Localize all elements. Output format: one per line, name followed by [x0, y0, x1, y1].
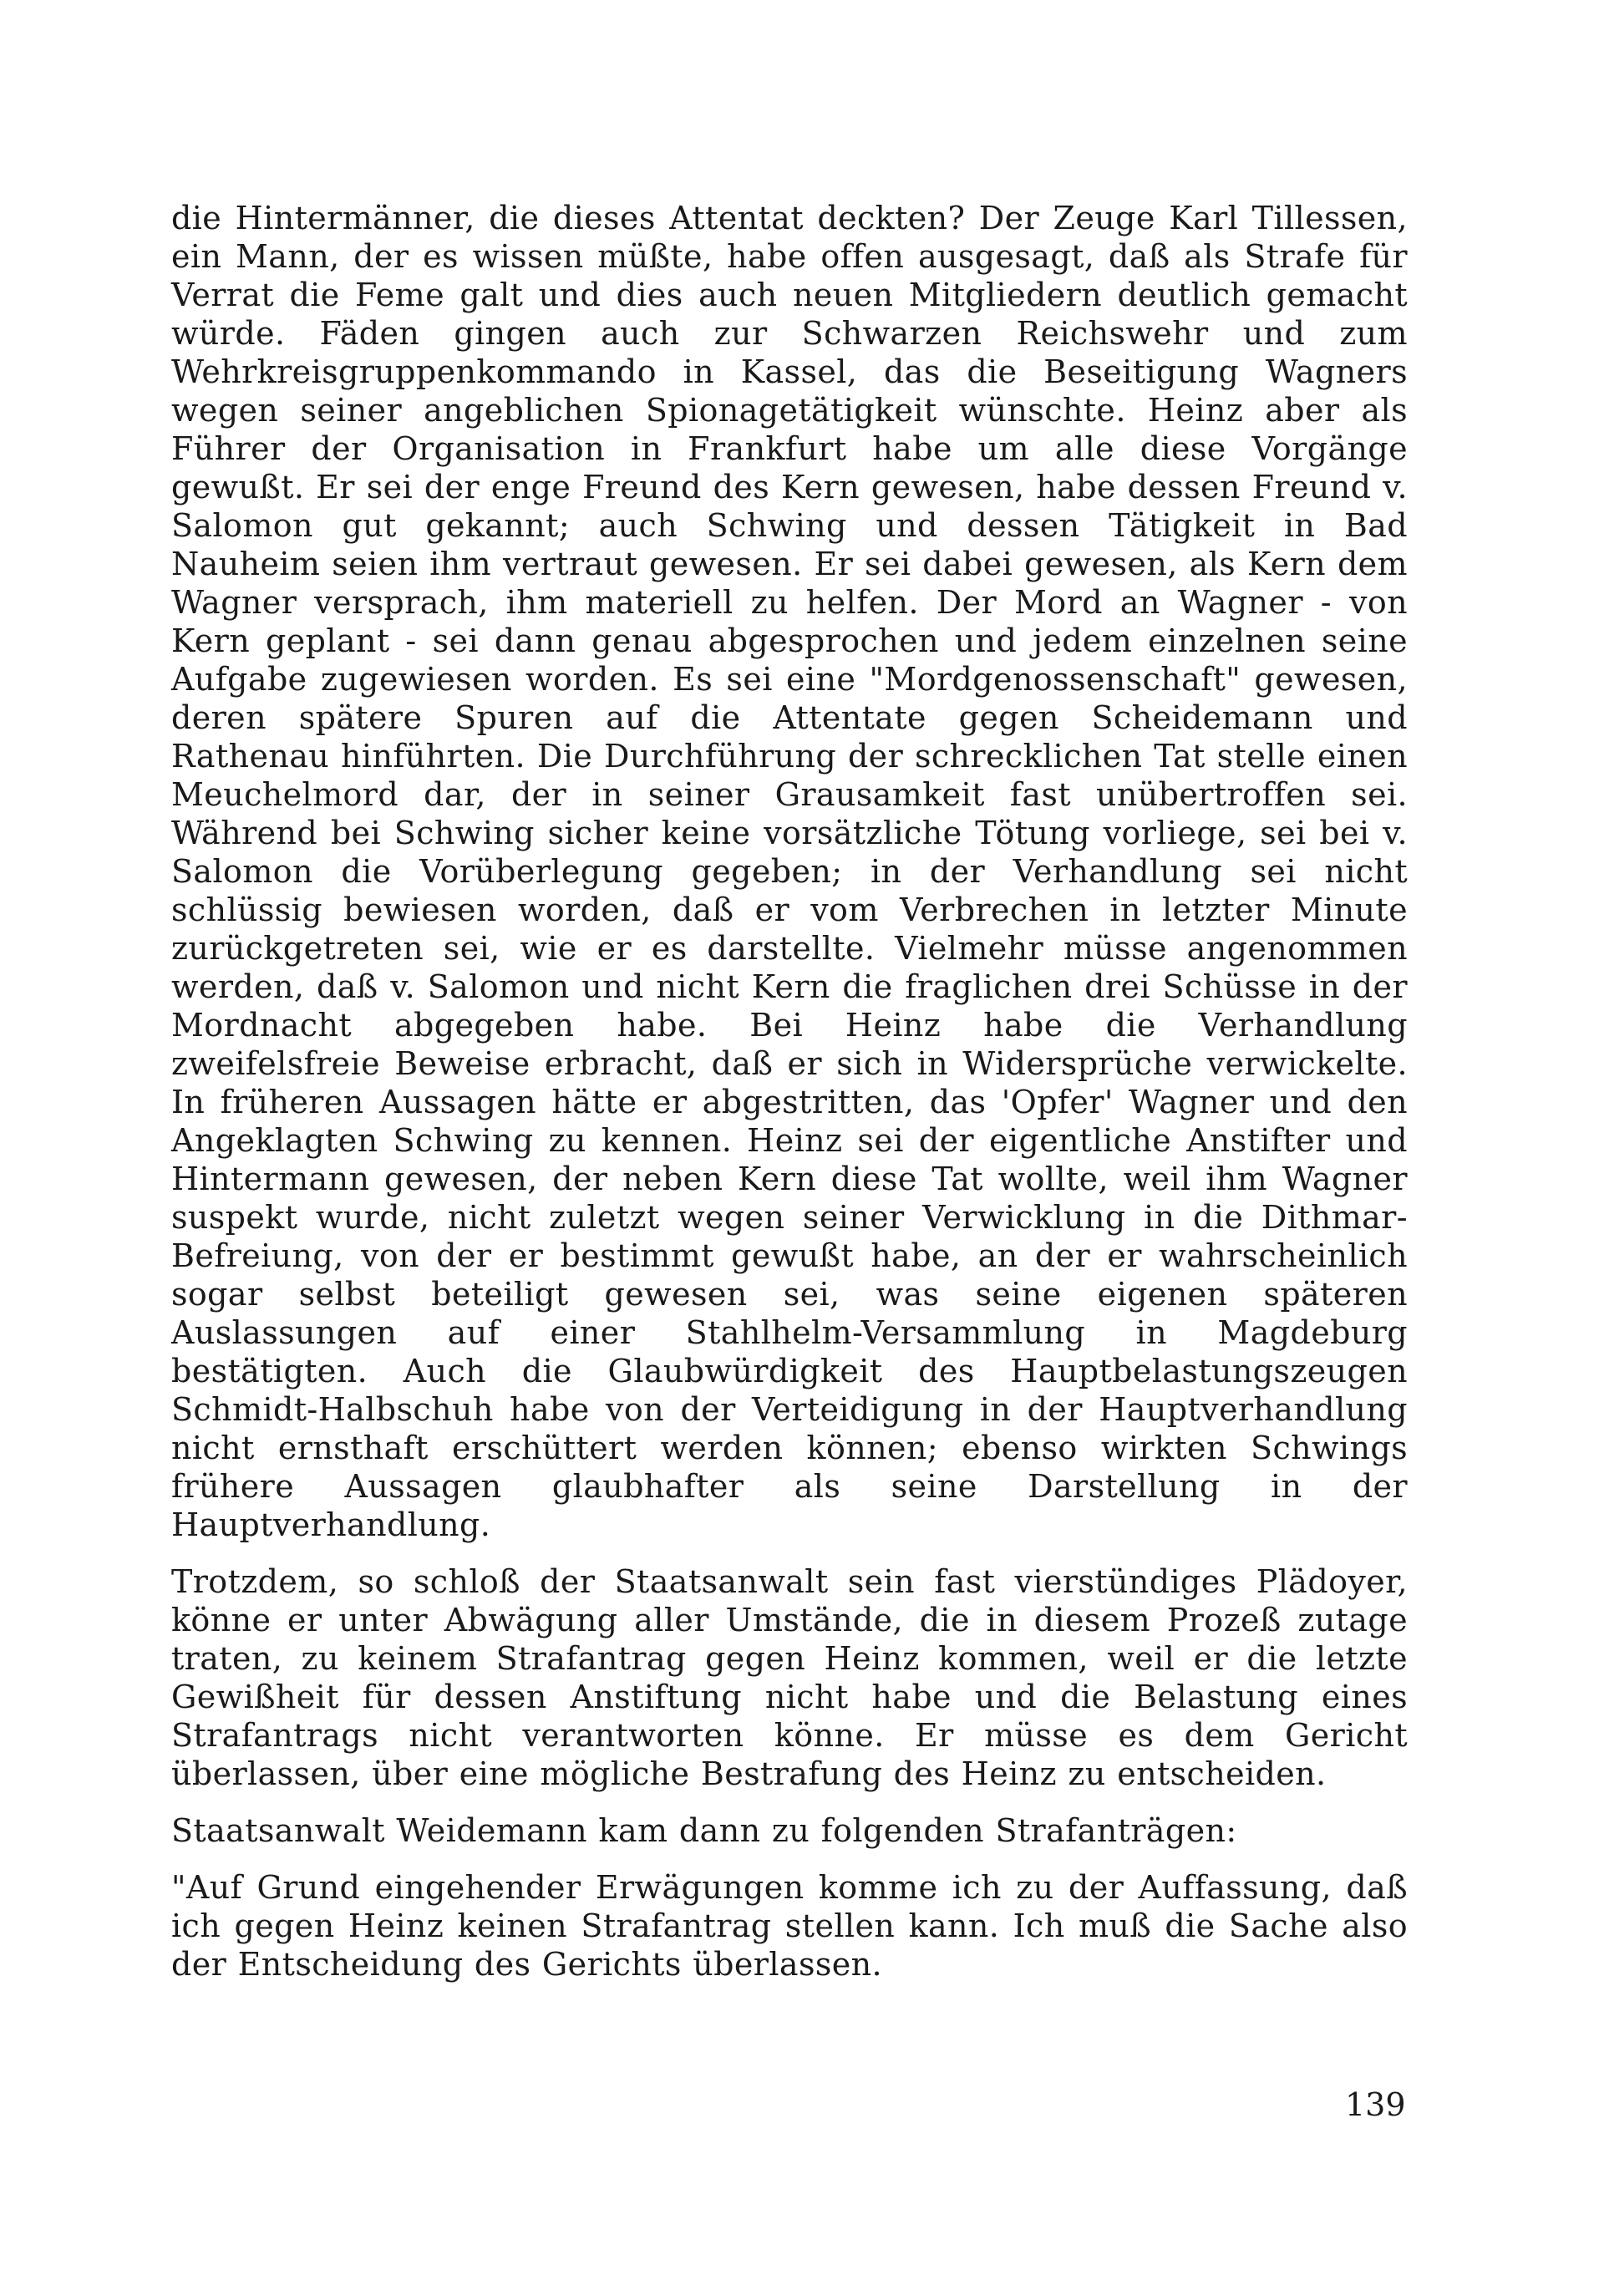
paragraph-2: Trotzdem, so schloß der Staatsanwalt sein fast vierstündiges Plädoyer, könne er unter Abwägung aller Umstände, die in diesem Prozeß zutage traten, zu keinem Strafantrag gegen Heinz kommen, weil er die letzte Gewißheit für dessen Anstiftung nicht habe und die Belastung eines Strafantrags nicht verantworten könne. Er müsse es dem Gericht überlassen, über eine mögliche Bestrafung des Heinz zu entscheiden.: [171, 1563, 1408, 1792]
paragraph-4: "Auf Grund eingehender Erwägungen komme ich zu der Auffassung, daß ich gegen Heinz keinen Strafantrag stellen kann. Ich muß die Sache also der Entscheidung des Gerichts überlassen.: [171, 1869, 1408, 1983]
body-text: [171, 199, 1408, 2002]
page-number: 139: [1345, 2086, 1406, 2123]
paragraph-3: Staatsanwalt Weidemann kam dann zu folgenden Strafanträgen:: [171, 1812, 1237, 1849]
paragraph-1: die Hintermänner, die dieses Attentat deckten? Der Zeuge Karl Tillessen, ein Mann, der es wissen müßte, habe offen ausgesagt, daß als Strafe für Verrat die Feme galt und dies auch neuen Mitgliedern deutlich gemacht würde. Fäden gingen auch zur Schwarzen Reichswehr und zum Wehrkreisgruppenkommando in Kassel, das die Beseitigung Wagners wegen seiner angeblichen Spionagetätigkeit wünschte. Heinz aber als Führer der Organisation in Frankfurt habe um alle diese Vorgänge gewußt. Er sei der enge Freund des Kern gewesen, habe dessen Freund v. Salomon gut gekannt; auch Schwing und dessen Tätigkeit in Bad Nauheim seien ihm vertraut gewesen. Er sei dabei gewesen, als Kern dem Wagner versprach, ihm materiell zu helfen. Der Mord an Wagner - von Kern geplant - sei dann genau abgesprochen und jedem einzelnen seine Aufgabe zugewiesen worden. Es sei eine "Mordgenossenschaft" gewesen, deren spätere Spuren auf die Attentate gegen Scheidemann und Rathenau hinführten. Die Durchführung der schrecklichen Tat stelle einen Meuchelmord dar, der in seiner Grausamkeit fast unübertroffen sei. Während bei Schwing sicher keine vorsätzliche Tötung vorliege, sei bei v. Salomon die Vorüberlegung gegeben; in der Verhandlung sei nicht schlüssig bewiesen worden, daß er vom Verbrechen in letzter Minute zurückgetreten sei, wie er es darstellte. Vielmehr müsse angenommen werden, daß v. Salomon und nicht Kern die fraglichen drei Schüsse in der Mordnacht abgegeben habe. Bei Heinz habe die Verhandlung zweifelsfreie Beweise erbracht, daß er sich in Widersprüche verwickelte. In früheren Aussagen hätte er abgestritten, das 'Opfer' Wagner und den Angeklagten Schwing zu kennen. Heinz sei der eigentliche Anstifter und Hintermann gewesen, der neben Kern diese Tat wollte, weil ihm Wagner suspekt wurde, nicht zuletzt wegen seiner Verwicklung in die Dithmar-Befreiung, von der er bestimmt gewußt habe, an der er wahrscheinlich sogar selbst beteiligt gewesen sei, was seine eigenen späteren Auslassungen auf einer Stahlhelm-Versammlung in Magdeburg bestätigten. Auch die Glaubwürdigkeit des Hauptbelastungszeugen Schmidt-Halbschuh habe von der Verteidigung in der Hauptverhandlung nicht ernsthaft erschüttert werden können; ebenso wirkten Schwings frühere Aussagen glaubhafter als seine Darstellung in der Hauptverhandlung.: [171, 200, 1408, 1543]
